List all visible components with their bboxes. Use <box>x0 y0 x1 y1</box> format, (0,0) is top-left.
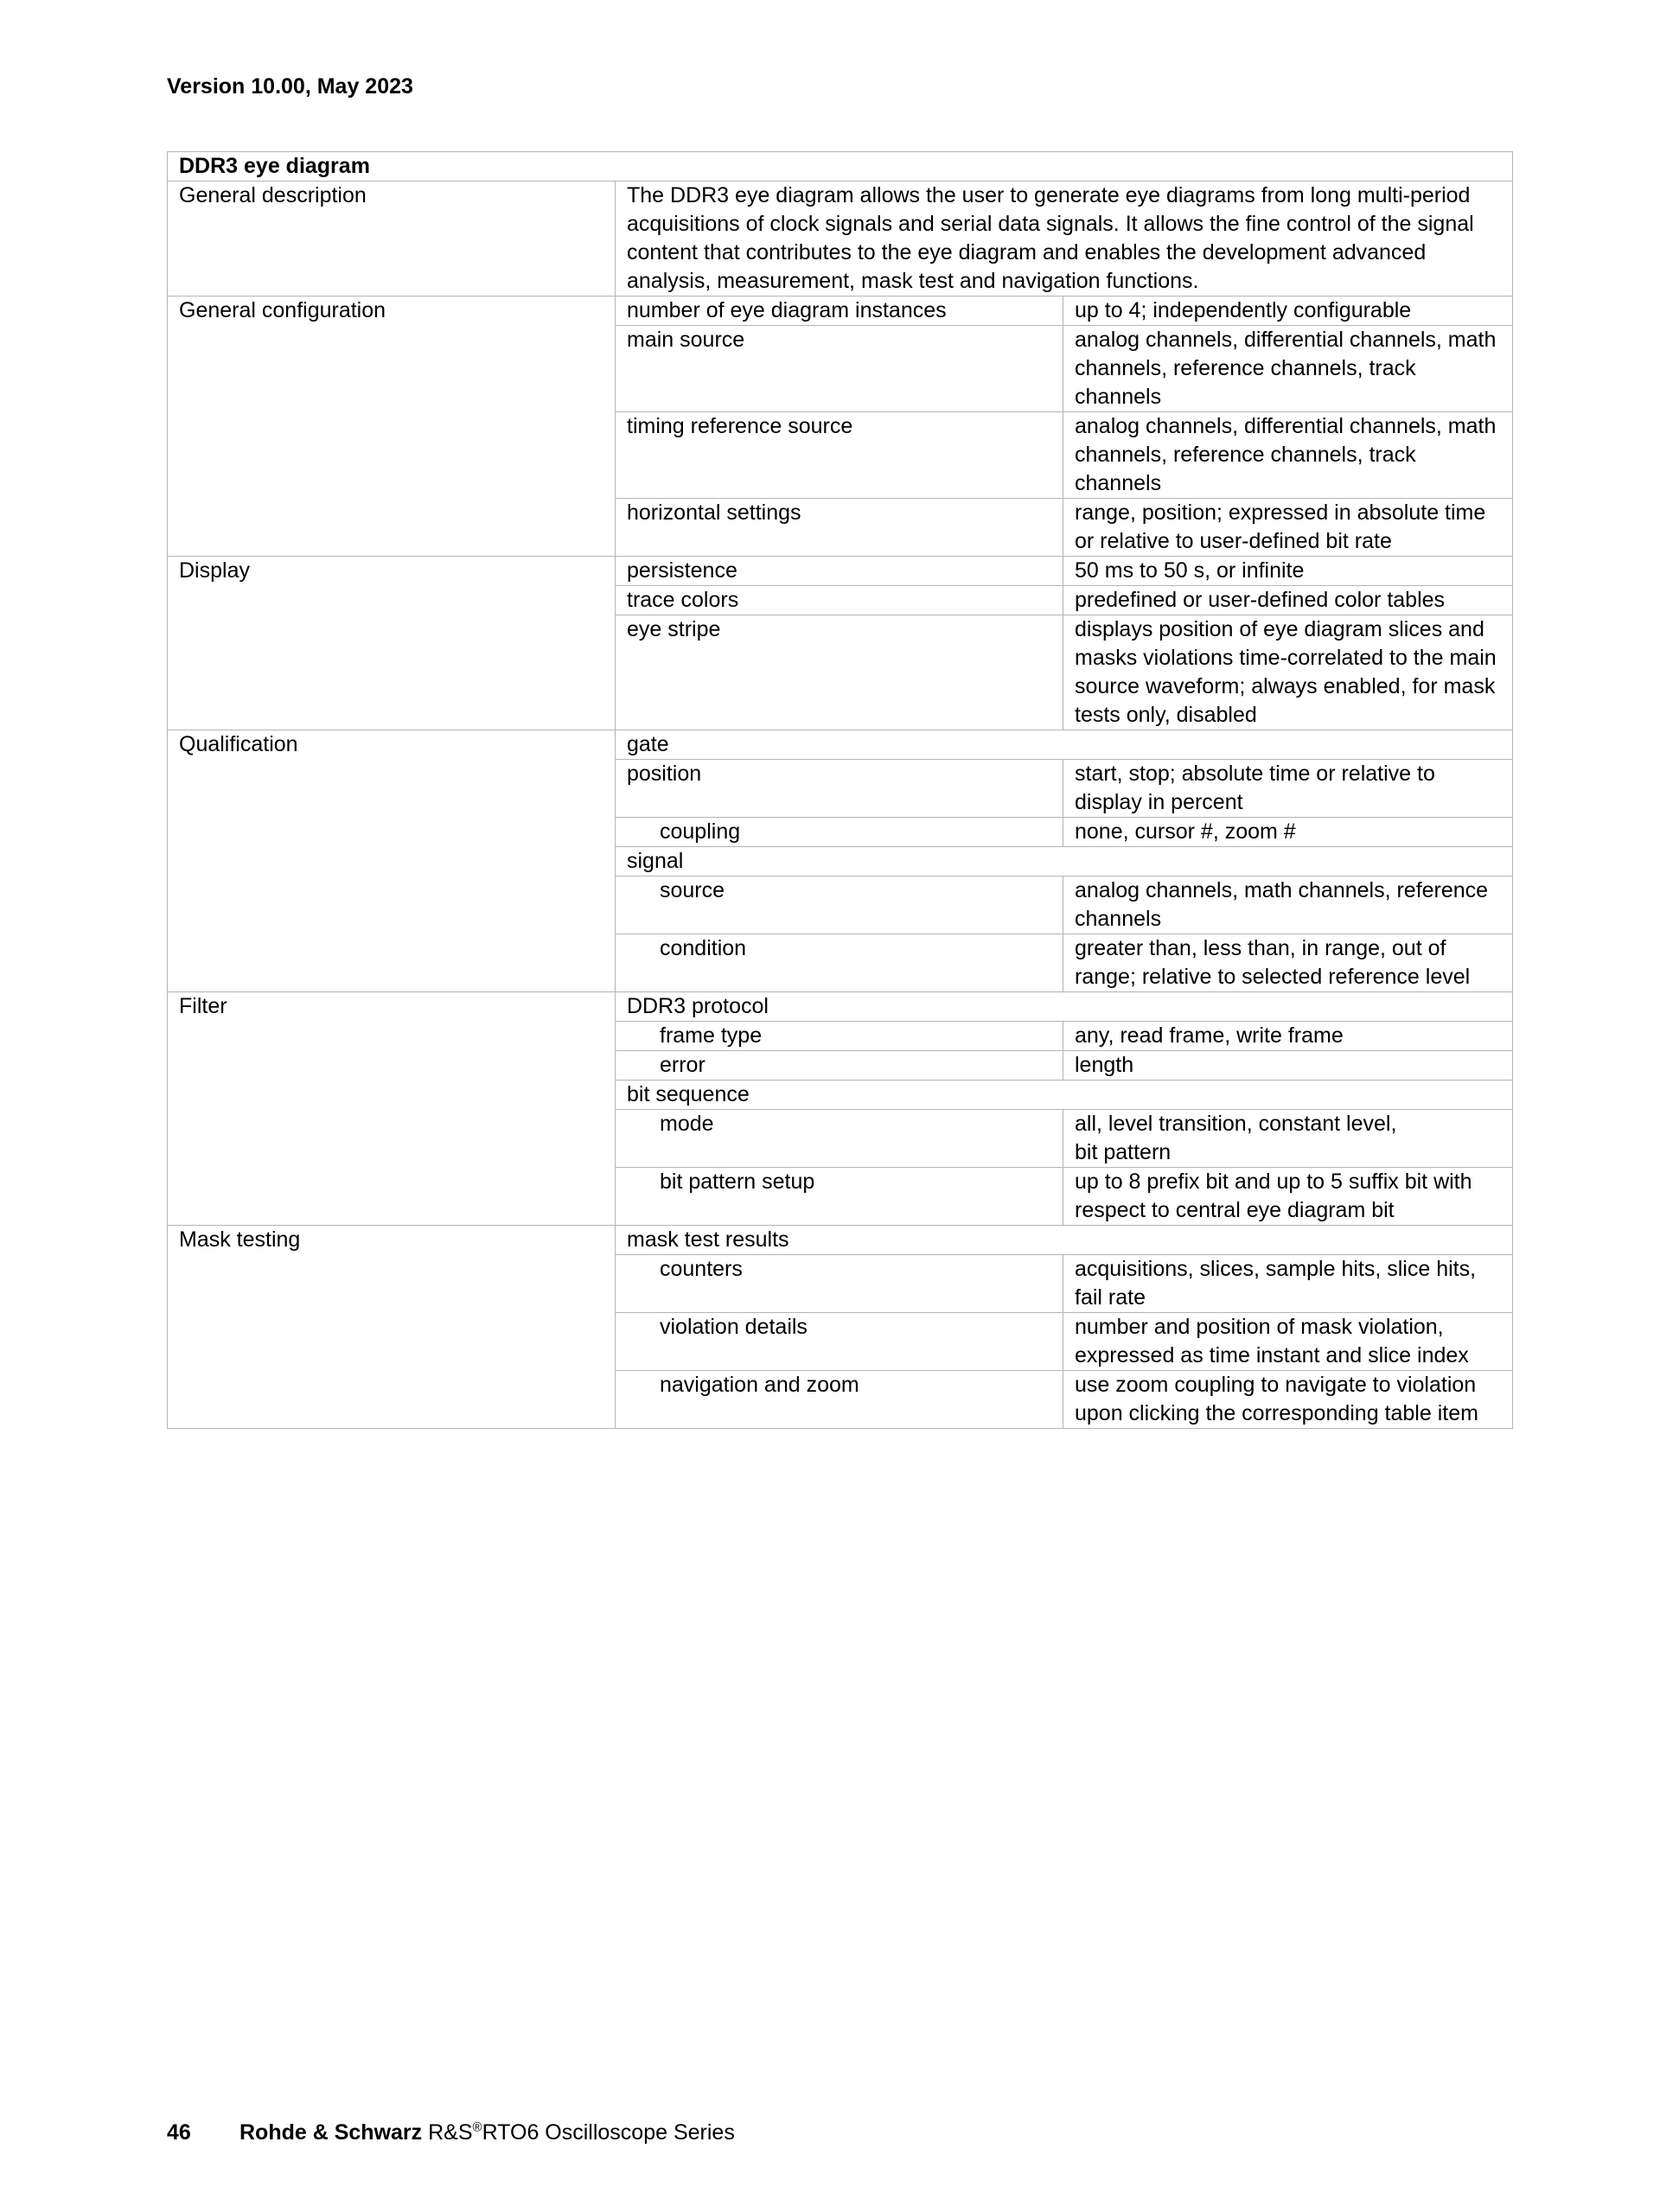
parameter-name: source <box>616 877 1063 934</box>
page-footer <box>167 2119 735 2146</box>
section-label: Display <box>168 557 616 730</box>
subgroup-label: mask test results <box>616 1226 1513 1255</box>
parameter-name: timing reference source <box>616 412 1063 499</box>
description-text: The DDR3 eye diagram allows the user to generate eye diagrams from long multi-period acquisitions of clock signals and serial data signals. It allows the fine control of the signal content that contributes to the eye diagram and enables the development advanced analysis, measurement, mask test and navigation functions. <box>616 182 1513 296</box>
parameter-value: analog channels, differential channels, math channels, reference channels, track channels <box>1063 326 1513 412</box>
parameter-name: main source <box>616 326 1063 412</box>
parameter-name: trace colors <box>616 586 1063 615</box>
parameter-value <box>1063 1110 1513 1168</box>
parameter-value: start, stop; absolute time or relative to display in percent <box>1063 760 1513 818</box>
brand-name: Rohde & Schwarz <box>239 2120 423 2145</box>
parameter-value-line: all, level transition, constant level, <box>1075 1112 1397 1136</box>
parameter-value: none, cursor #, zoom # <box>1063 818 1513 847</box>
subgroup-label: gate <box>616 730 1513 760</box>
subgroup-label: bit sequence <box>616 1081 1513 1110</box>
parameter-value-line: bit pattern <box>1075 1140 1172 1164</box>
section-label: General description <box>168 182 616 296</box>
ddr3-eye-diagram-spec-table <box>167 151 1513 1429</box>
section-label: Mask testing <box>168 1226 616 1429</box>
parameter-name: bit pattern setup <box>616 1168 1063 1226</box>
section-label: Qualification <box>168 730 616 992</box>
table-row <box>168 730 1513 760</box>
section-label: Filter <box>168 992 616 1226</box>
registered-mark: ® <box>472 2120 482 2135</box>
parameter-name: position <box>616 760 1063 818</box>
parameter-value: greater than, less than, in range, out of range; relative to selected reference level <box>1063 934 1513 992</box>
parameter-name: number of eye diagram instances <box>616 296 1063 326</box>
parameter-name: counters <box>616 1255 1063 1313</box>
parameter-name: frame type <box>616 1022 1063 1051</box>
parameter-value: predefined or user-defined color tables <box>1063 586 1513 615</box>
parameter-name: horizontal settings <box>616 499 1063 557</box>
parameter-value: analog channels, differential channels, math channels, reference channels, track channels <box>1063 412 1513 499</box>
parameter-value: range, position; expressed in absolute time or relative to user-defined bit rate <box>1063 499 1513 557</box>
parameter-name: eye stripe <box>616 615 1063 730</box>
parameter-value: any, read frame, write frame <box>1063 1022 1513 1051</box>
table-row <box>168 182 1513 296</box>
parameter-name: persistence <box>616 557 1063 586</box>
table-title: DDR3 eye diagram <box>168 152 1513 182</box>
parameter-name: condition <box>616 934 1063 992</box>
table-title-row <box>168 152 1513 182</box>
parameter-value: analog channels, math channels, reference channels <box>1063 877 1513 934</box>
table-row <box>168 992 1513 1022</box>
parameter-name: mode <box>616 1110 1063 1168</box>
parameter-name: coupling <box>616 818 1063 847</box>
parameter-name: navigation and zoom <box>616 1371 1063 1429</box>
table-row <box>168 557 1513 586</box>
table-row <box>168 1226 1513 1255</box>
parameter-value: use zoom coupling to navigate to violation upon clicking the corresponding table item <box>1063 1371 1513 1429</box>
product-name: RTO6 Oscilloscope Series <box>482 2120 735 2145</box>
parameter-name: violation details <box>616 1313 1063 1371</box>
parameter-value: acquisitions, slices, sample hits, slice hits, fail rate <box>1063 1255 1513 1313</box>
parameter-name: error <box>616 1051 1063 1081</box>
document-version: Version 10.00, May 2023 <box>167 74 413 99</box>
parameter-value: length <box>1063 1051 1513 1081</box>
subgroup-label: DDR3 protocol <box>616 992 1513 1022</box>
product-prefix: R&S <box>422 2120 473 2145</box>
subgroup-label: signal <box>616 847 1513 877</box>
parameter-value: 50 ms to 50 s, or infinite <box>1063 557 1513 586</box>
parameter-value: up to 8 prefix bit and up to 5 suffix bit with respect to central eye diagram bit <box>1063 1168 1513 1226</box>
table-row <box>168 296 1513 326</box>
page-number: 46 <box>167 2120 191 2145</box>
parameter-value: up to 4; independently configurable <box>1063 296 1513 326</box>
parameter-value: number and position of mask violation, expressed as time instant and slice index <box>1063 1313 1513 1371</box>
parameter-value: displays position of eye diagram slices and masks violations time-correlated to the main source waveform; always enabled, for mask tests only, disabled <box>1063 615 1513 730</box>
section-label: General configuration <box>168 296 616 557</box>
